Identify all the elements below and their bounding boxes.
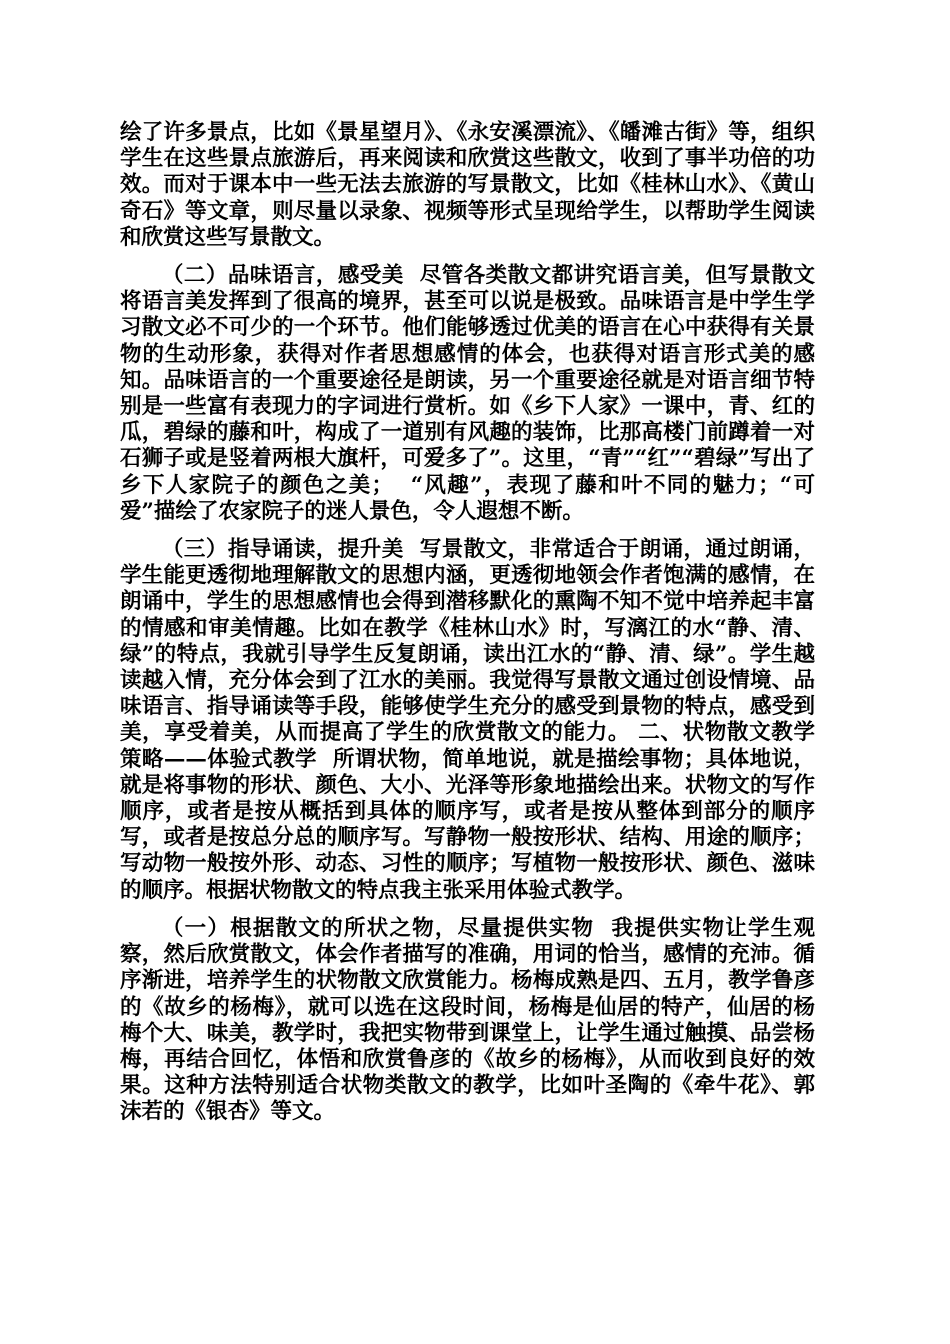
paragraph-1: 绘了许多景点，比如《景星望月》、《永安溪漂流》、《皤滩古街》等，组织学生在这些景点旅游后，再来阅读和欣赏这些散文，收到了事半功倍的功效。而对于课本中一些无法去旅游的写景散文，比如《桂林山水》、《黄山奇石》等文章，则尽量以录象、视频等形式呈现给学生，以帮助学生阅读和欣赏这些写景散文。 (120, 120, 815, 250)
paragraph-4: （一）根据散文的所状之物，尽量提供实物 我提供实物让学生观察，然后欣赏散文，体会作者描写的准确，用词的恰当，感情的充沛。循序渐进，培养学生的状物散文欣赏能力。杨梅成熟是四、五月，教学鲁彦的《故乡的杨梅》，就可以选在这段时间，杨梅是仙居的特产，仙居的杨梅个大、味美，教学时，我把实物带到课堂上，让学生通过触摸、品尝杨梅，再结合回忆，体悟和欣赏鲁彦的《故乡的杨梅》，从而收到良好的效果。这种方法特别适合状物类散文的教学，比如叶圣陶的《牵牛花》、郭沫若的《银杏》等文。 (120, 915, 815, 1125)
paragraph-3: （三）指导诵读，提升美 写景散文，非常适合于朗诵，通过朗诵，学生能更透彻地理解散文的思想内涵，更透彻地领会作者饱满的感情，在朗诵中，学生的思想感情也会得到潜移默化的熏陶不知不觉中培养起丰富的情感和审美情趣。比如在教学《桂林山水》时，写漓江的水“静、清、绿”的特点，我就引导学生反复朗诵，读出江水的“静、清、绿”。学生越读越入情，充分体会到了江水的美丽。我觉得写景散文通过创设情境、品味语言、指导诵读等手段，能够使学生充分的感受到景物的特点，感受到美，享受着美，从而提高了学生的欣赏散文的能力。 二、状物散文教学策略——体验式教学 所谓状物，简单地说，就是描绘事物；具体地说，就是将事物的形状、颜色、大小、光泽等形象地描绘出来。状物文的写作顺序，或者是按从概括到具体的顺序写，或者是按从整体到部分的顺序写，或者是按总分总的顺序写。写静物一般按形状、结构、用途的顺序；写动物一般按外形、动态、习性的顺序；写植物一般按形状、颜色、滋味的顺序。根据状物散文的特点我主张采用体验式教学。 (120, 537, 815, 903)
paragraph-2: （二）品味语言，感受美 尽管各类散文都讲究语言美，但写景散文将语言美发挥到了很高的境界，甚至可以说是极致。品味语言是中学生学习散文必不可少的一个环节。他们能够透过优美的语言在心中获得有关景物的生动形象，获得对作者思想感情的体会，也获得对语言形式美的感知。品味语言的一个重要途径是朗读，另一个重要途径就是对语言细节特别是一些富有表现力的字词进行赏析。如《乡下人家》一课中，青、红的瓜，碧绿的藤和叶，构成了一道别有风趣的装饰，比那高楼门前蹲着一对石狮子或是竖着两根大旗杆，可爱多了”。这里，“青”“红”“碧绿”写出了乡下人家院子的颜色之美； “风趣”，表现了藤和叶不同的魅力；“可爱”描绘了农家院子的迷人景色，令人遐想不断。 (120, 263, 815, 524)
document-page (120, 120, 815, 1138)
